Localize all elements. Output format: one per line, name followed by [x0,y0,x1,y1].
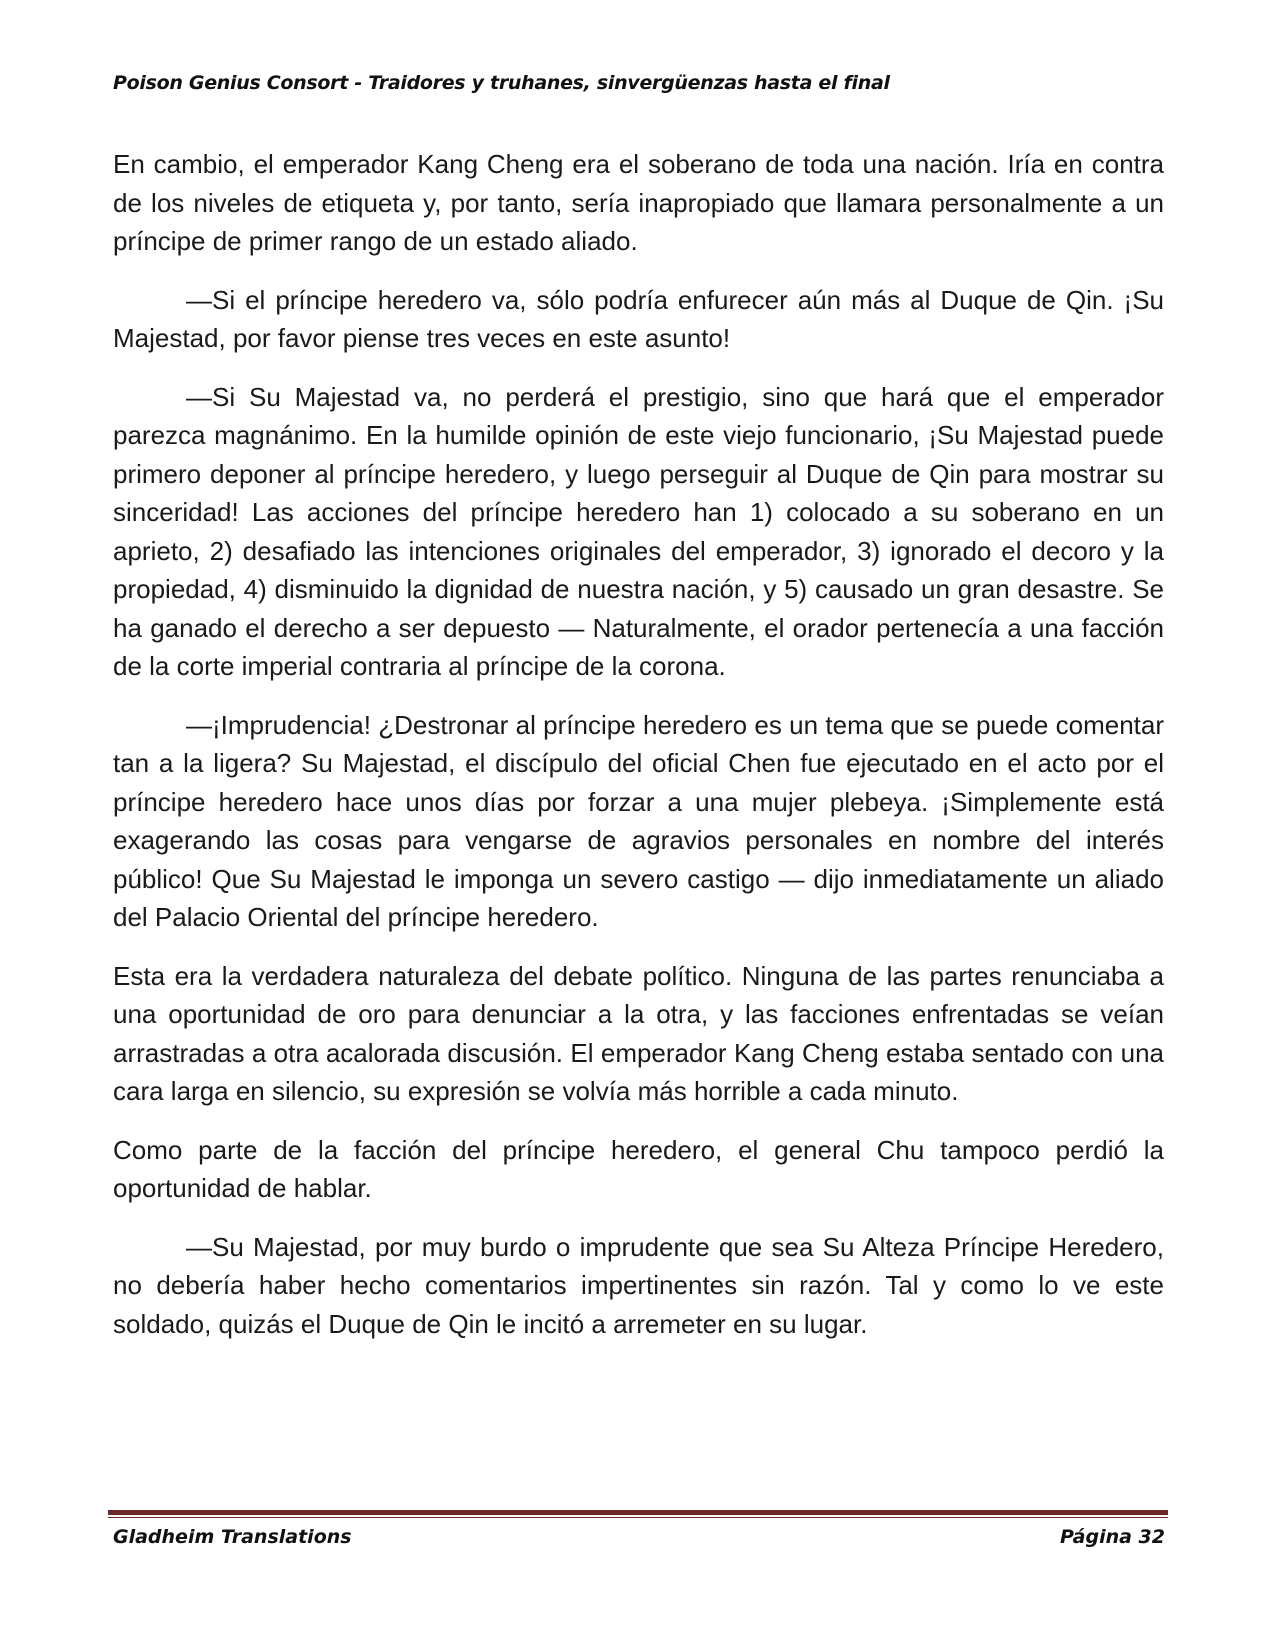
paragraph: En cambio, el emperador Kang Cheng era el soberano de toda una nación. Iría en contra de los niveles de etiqueta y, por tanto, sería inapropiado que llamara personalmente a un príncipe de primer rango de un estado aliado. [113,149,1164,256]
footer-divider [108,1510,1168,1519]
page-number: Página 32 [1059,1526,1165,1548]
paragraph: Como parte de la facción del príncipe heredero, el general Chu tampoco perdió la oportunidad de hablar. [113,1134,1164,1203]
dialogue-paragraph: —¡Imprudencia! ¿Destronar al príncipe heredero es un tema que se puede comentar tan a la ligera? Su Majestad, el discípulo del oficial Chen fue ejecutado en el acto por el príncipe heredero hace unos días por forzar a una mujer plebeya. ¡Simplemente está exagerando las cosas para vengarse de agravios personales en nombre del interés público! Que Su Majestad le imponga un severo castigo — dijo inmediatamente un aliado del Palacio Oriental del príncipe heredero. [113,709,1164,932]
page-footer [113,1526,1165,1548]
dialogue-paragraph: —Si Su Majestad va, no perderá el prestigio, sino que hará que el emperador parezca magnánimo. En la humilde opinión de este viejo funcionario, ¡Su Majestad puede primero deponer al príncipe heredero, y luego perseguir al Duque de Qin para mostrar su sinceridad! Las acciones del príncipe heredero han 1) colocado a su soberano en un aprieto, 2) desafiado las intenciones originales del emperador, 3) ignorado el decoro y la propiedad, 4) disminuido la dignidad de nuestra nación, y 5) causado un gran desastre. Se ha ganado el derecho a ser depuesto — Naturalmente, el orador pertenecía a una facción de la corte imperial contraria al príncipe de la corona. [113,381,1164,681]
body-text [113,145,1164,1363]
paragraph: Esta era la verdadera naturaleza del debate político. Ninguna de las partes renunciaba a una oportunidad de oro para denunciar a la otra, y las facciones enfrentadas se veían arrastradas a otra acalorada discusión. El emperador Kang Cheng estaba sentado con una cara larga en silencio, su expresión se volvía más horrible a cada minuto. [113,960,1164,1106]
dialogue-paragraph: —Si el príncipe heredero va, sólo podría enfurecer aún más al Duque de Qin. ¡Su Majestad, por favor piense tres veces en este asunto! [113,284,1164,353]
dialogue-paragraph: —Su Majestad, por muy burdo o imprudente que sea Su Alteza Príncipe Heredero, no debería haber hecho comentarios impertinentes sin razón. Tal y como lo ve este soldado, quizás el Duque de Qin le incitó a arremeter en su lugar. [113,1231,1164,1339]
footer-publisher: Gladheim Translations [113,1526,352,1548]
page-header-title: Poison Genius Consort - Traidores y truhanes, sinvergüenzas hasta el final [113,72,890,94]
